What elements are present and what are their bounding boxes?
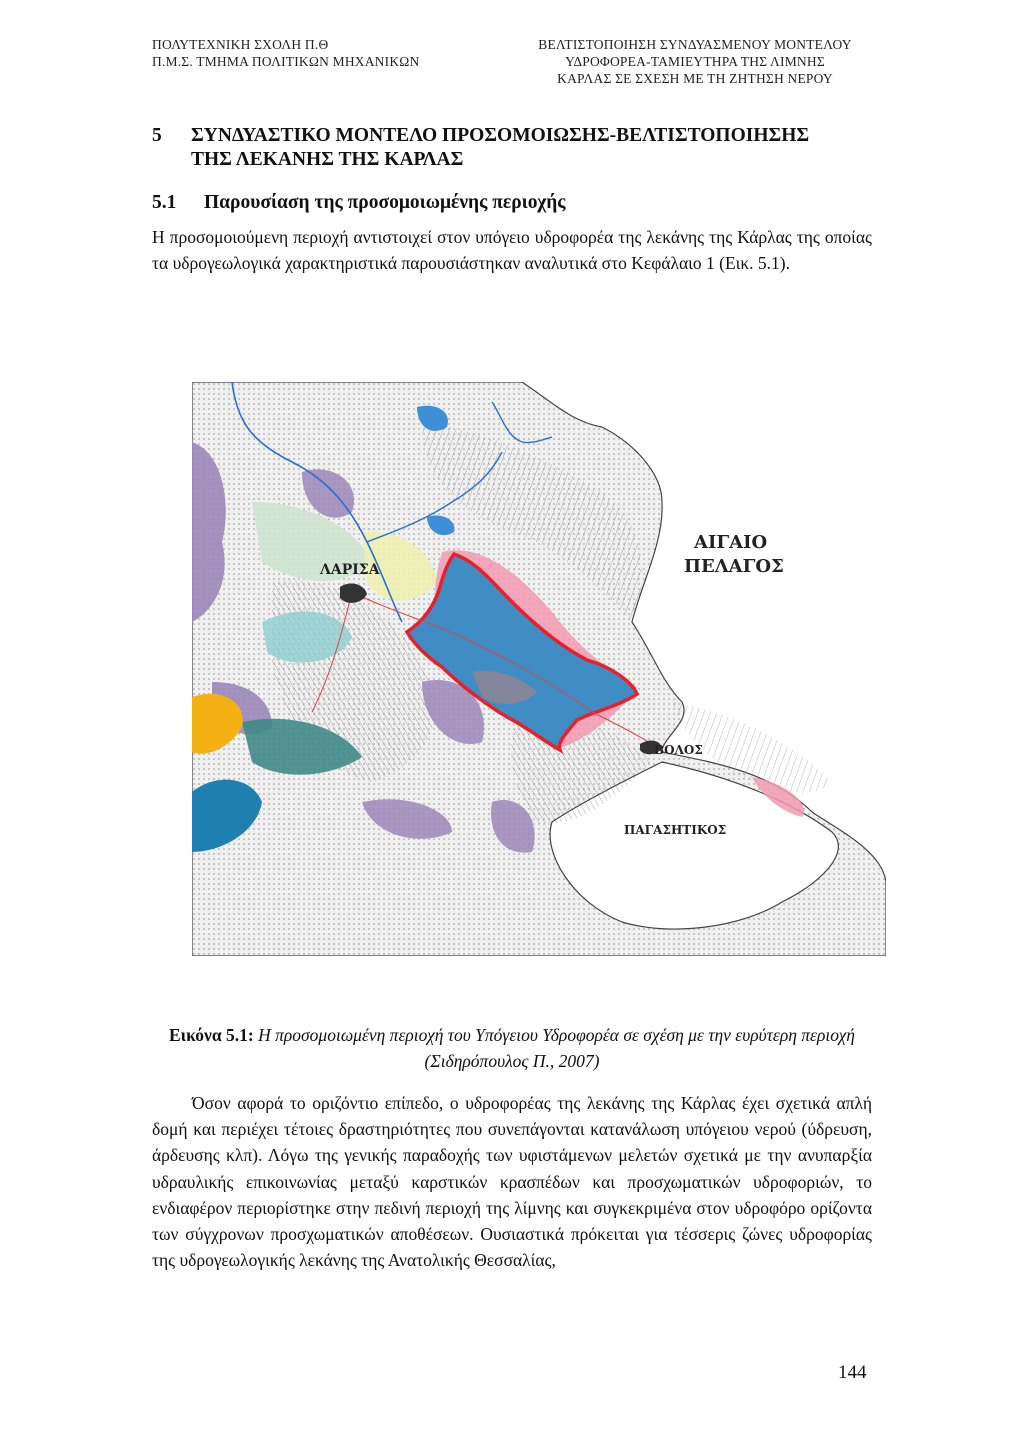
header-right-line3: ΚΑΡΛΑΣ ΣΕ ΣΧΕΣΗ ΜΕ ΤΗ ΖΗΤΗΣΗ ΝΕΡΟΥ — [557, 71, 833, 86]
header-right-line2: ΥΔΡΟΦΟΡΕΑ-ΤΑΜΙΕΥΤΗΡΑ ΤΗΣ ΛΙΜΝΗΣ — [565, 54, 825, 69]
chapter-title-line1: ΣΥΝΔΥΑΣΤΙΚΟ ΜΟΝΤΕΛΟ ΠΡΟΣΟΜΟΙΩΣΗΣ-ΒΕΛΤΙΣΤΟΠΟΙΗΣΗΣ — [191, 125, 810, 146]
running-header-right — [510, 36, 880, 87]
intro-paragraph: Η προσομοιούμενη περιοχή αντιστοιχεί στον υπόγειο υδροφορέα της λεκάνης της Κάρλας της οποίας τα υδρογεωλογικά χαρακτηριστικά παρουσιάστηκαν αναλυτικά στο Κεφάλαιο 1 (Εικ. 5.1). — [152, 227, 872, 273]
caption-text: Η προσομοιωμένη περιοχή του Υπόγειου Υδροφορέα σε σχέση με την ευρύτερη περιοχή (Σιδηρόπουλος Π., 2007) — [258, 1025, 855, 1071]
body-paragraph: Όσον αφορά το οριζόντιο επίπεδο, ο υδροφορέας της λεκάνης της Κάρλας έχει σχετικά απλή δομή και περιέχει τέτοιες δραστηριότητες που συνεπάγονται κατανάλωση υπόγειου νερού (ύδρευση, άρδευσης κλπ). Λόγω της γενικής παραδοχής των υφιστάμενων μελετών σχετικά με την ανυπαρξία υδραυλικής επικοινωνίας μεταξύ καρστικών κρασπέδων και προσχωματικών υδροφοριών, το ενδιαφέρον περιορίστηκε στην πεδινή περιοχή της λίμνης και συγκεκριμένα στον υδροφόρο ορίζοντα των σύγχρονων προσχωματικών αποθέσεων. Ουσιαστικά πρόκειται για τέσσερις ζώνες υδροφορίας της υδρογεωλογικής λεκάνης της Ανατολικής Θεσσαλίας, — [152, 1093, 872, 1271]
map-label-aegean-1: ΑΙΓΑΙΟ — [694, 532, 768, 553]
map-label-pagasitikos: ΠΑΓΑΣΗΤΙΚΟΣ — [624, 823, 727, 837]
figure-map — [192, 382, 886, 956]
caption-label: Εικόνα 5.1: — [169, 1025, 254, 1045]
figure-caption — [152, 1022, 872, 1074]
karla-basin-map — [192, 382, 886, 956]
section-title — [152, 192, 566, 214]
section-title-text: Παρουσίαση της προσομοιωμένης περιοχής — [204, 192, 566, 213]
chapter-title-line2: ΤΗΣ ΛΕΚΑΝΗΣ ΤΗΣ ΚΑΡΛΑΣ — [191, 149, 464, 170]
running-header-left — [152, 36, 419, 70]
map-label-aegean-2: ΠΕΛΑΓΟΣ — [684, 556, 784, 577]
chapter-title — [152, 124, 809, 172]
chapter-number: 5 — [152, 125, 162, 146]
header-left-line1: ΠΟΛΥΤΕΧΝΙΚΗ ΣΧΟΛΗ Π.Θ — [152, 37, 329, 52]
section-number: 5.1 — [152, 192, 177, 213]
header-left-line2: Π.Μ.Σ. ΤΜΗΜΑ ΠΟΛΙΤΙΚΩΝ ΜΗΧΑΝΙΚΩΝ — [152, 54, 420, 69]
map-label-larisa: ΛΑΡΙΣΑ — [320, 562, 380, 578]
header-right-line1: ΒΕΛΤΙΣΤΟΠΟΙΗΣΗ ΣΥΝΔΥΑΣΜΕΝΟΥ ΜΟΝΤΕΛΟΥ — [538, 37, 852, 52]
page-number: 144 — [838, 1362, 867, 1383]
map-label-volos: ΒΟΛΟΣ — [654, 743, 703, 757]
